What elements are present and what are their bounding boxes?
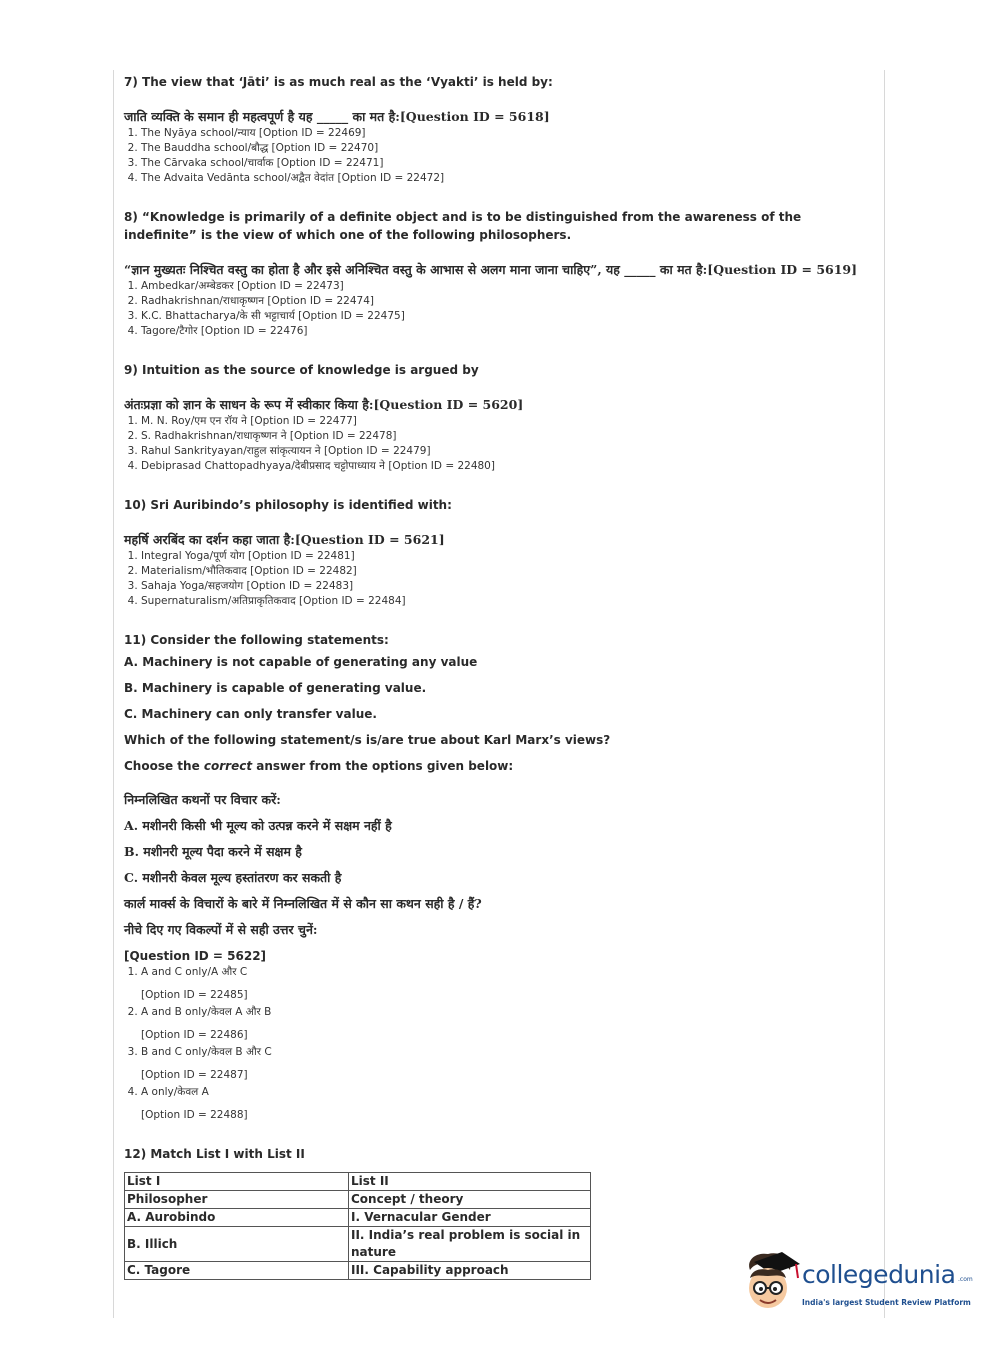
option-item: 4. The Advaita Vedānta school/अद्वैत वेदांत [Option ID = 22472]: [141, 171, 869, 186]
question-11-options: [124, 965, 869, 1123]
table-cell: Philosopher: [125, 1191, 349, 1209]
statement-b: B. Machinery is capable of generating value.: [124, 681, 427, 695]
option-item: 4. Tagore/टैगोर [Option ID = 22476]: [141, 324, 869, 339]
choose-emphasis: correct: [203, 759, 253, 773]
hindi-statement: कार्ल मार्क्स के विचारों के बारे में निम्नलिखित में से कौन सा कथन सही है / हैं?: [124, 896, 482, 911]
option-item: [141, 1005, 869, 1043]
hindi-statement: C. मशीनरी केवल मूल्य हस्तांतरण कर सकती है: [124, 870, 342, 885]
option-item: 1. Integral Yoga/पूर्ण योग [Option ID = 22481]: [141, 549, 869, 564]
question-7-hindi: जाति व्यक्ति के समान ही महत्वपूर्ण है यह _____ का मत है:[Question ID = 5618]: [124, 109, 550, 124]
question-10-text: 10) Sri Auribindo’s philosophy is identified with:: [124, 498, 452, 512]
question-9-hindi: अंतःप्रज्ञा को ज्ञान के साधन के रूप में स्वीकार किया है:[Question ID = 5620]: [124, 397, 524, 412]
question-8-text: 8) “Knowledge is primarily of a definite object and is to be distinguished from the awareness of the indefinite” is the view of which one of the following philosophers.: [124, 210, 802, 242]
option-item: 2. The Bauddha school/बौद्ध [Option ID = 22470]: [141, 141, 869, 156]
option-label: A only/केवल A: [141, 1086, 209, 1098]
hindi-statement: निम्नलिखित कथनों पर विचार करें:: [124, 792, 281, 807]
option-item: 2. Materialism/भौतिकवाद [Option ID = 22482]: [141, 564, 869, 579]
question-11-text: 11) Consider the following statements:: [124, 633, 389, 647]
table-row: [125, 1173, 591, 1191]
question-8-hindi: “ज्ञान मुख्यतः निश्चित वस्तु का होता है और इसे अनिश्चित वस्तु के आभास से अलग माना जाना चाहिए”, यह _____ का मत है:[Question ID = 5619]: [124, 262, 858, 277]
option-item: 3. Sahaja Yoga/सहजयोग [Option ID = 22483]: [141, 579, 869, 594]
option-item: 3. Rahul Sankrityayan/राहुल सांकृत्यायन ने [Option ID = 22479]: [141, 444, 869, 459]
question-11-id: [Question ID = 5622]: [124, 949, 267, 963]
collegedunia-logo[interactable]: [742, 1248, 972, 1318]
option-id: [Option ID = 22486]: [141, 1029, 248, 1041]
option-item: 2. S. Radhakrishnan/राधाकृष्णन ने [Option ID = 22478]: [141, 429, 869, 444]
statement-c: C. Machinery can only transfer value.: [124, 707, 377, 721]
question-10-options: [124, 549, 869, 609]
hindi-statement: B. मशीनरी मूल्य पैदा करने में सक्षम है: [124, 844, 302, 859]
option-item: 1. Ambedkar/अम्बेडकर [Option ID = 22473]: [141, 279, 869, 294]
question-paper: [124, 70, 869, 1280]
table-cell: III. Capability approach: [349, 1262, 591, 1280]
table-cell: B. Illich: [125, 1227, 349, 1262]
question-11-which: Which of the following statement/s is/are true about Karl Marx’s views?: [124, 733, 611, 747]
option-label: A and C only/A और C: [141, 966, 248, 978]
option-item: [141, 965, 869, 1003]
table-row: [125, 1227, 591, 1262]
table-cell: II. India’s real problem is social in nature: [349, 1227, 591, 1262]
question-11-choose: [124, 753, 869, 779]
option-item: 3. K.C. Bhattacharya/के सी भट्टाचार्य [Option ID = 22475]: [141, 309, 869, 324]
option-item: 3. The Cārvaka school/चार्वाक [Option ID = 22471]: [141, 156, 869, 171]
choose-pre: Choose the: [124, 759, 204, 773]
page-border-left: [113, 70, 114, 1318]
question-7-options: [124, 126, 869, 186]
table-cell: C. Tagore: [125, 1262, 349, 1280]
option-id: [Option ID = 22487]: [141, 1069, 248, 1081]
option-label: B and C only/केवल B और C: [141, 1046, 272, 1058]
logo-wordmark: collegedunia: [802, 1260, 956, 1289]
option-item: 1. The Nyāya school/न्याय [Option ID = 22469]: [141, 126, 869, 141]
table-row: [125, 1262, 591, 1280]
option-item: [141, 1085, 869, 1123]
question-9-options: [124, 414, 869, 474]
match-table: [124, 1172, 591, 1280]
table-cell: I. Vernacular Gender: [349, 1209, 591, 1227]
option-item: 4. Supernaturalism/अतिप्राकृतिकवाद [Option ID = 22484]: [141, 594, 869, 609]
statement-a: A. Machinery is not capable of generating any value: [124, 655, 478, 669]
option-item: 4. Debiprasad Chattopadhyaya/देबीप्रसाद चट्टोपाध्याय ने [Option ID = 22480]: [141, 459, 869, 474]
table-cell: List I: [125, 1173, 349, 1191]
question-10-hindi: महर्षि अरबिंद का दर्शन कहा जाता है:[Question ID = 5621]: [124, 532, 445, 547]
question-7-text: 7) The view that ‘Jāti’ is as much real as the ‘Vyakti’ is held by:: [124, 75, 553, 89]
table-cell: List II: [349, 1173, 591, 1191]
option-id: [Option ID = 22485]: [141, 989, 248, 1001]
logo-tagline: India's largest Student Review Platform: [802, 1298, 971, 1307]
table-cell: Concept / theory: [349, 1191, 591, 1209]
choose-post: answer from the options given below:: [252, 759, 514, 773]
option-item: 1. M. N. Roy/एम एन रॉय ने [Option ID = 22477]: [141, 414, 869, 429]
table-cell: A. Aurobindo: [125, 1209, 349, 1227]
logo-domain: .com: [958, 1276, 973, 1283]
question-12-text: 12) Match List I with List II: [124, 1147, 305, 1161]
table-row: [125, 1209, 591, 1227]
mascot-icon: [742, 1248, 802, 1314]
table-row: [125, 1191, 591, 1209]
option-id: [Option ID = 22488]: [141, 1109, 248, 1121]
question-8-options: [124, 279, 869, 339]
hindi-statement: A. मशीनरी किसी भी मूल्य को उत्पन्न करने में सक्षम नहीं है: [124, 818, 392, 833]
question-9-text: 9) Intuition as the source of knowledge is argued by: [124, 363, 479, 377]
option-item: [141, 1045, 869, 1083]
hindi-statement: नीचे दिए गए विकल्पों में से सही उत्तर चुनें:: [124, 922, 318, 937]
page-border-right: [884, 70, 885, 1318]
option-item: 2. Radhakrishnan/राधाकृष्णन [Option ID = 22474]: [141, 294, 869, 309]
option-label: A and B only/केवल A और B: [141, 1006, 272, 1018]
